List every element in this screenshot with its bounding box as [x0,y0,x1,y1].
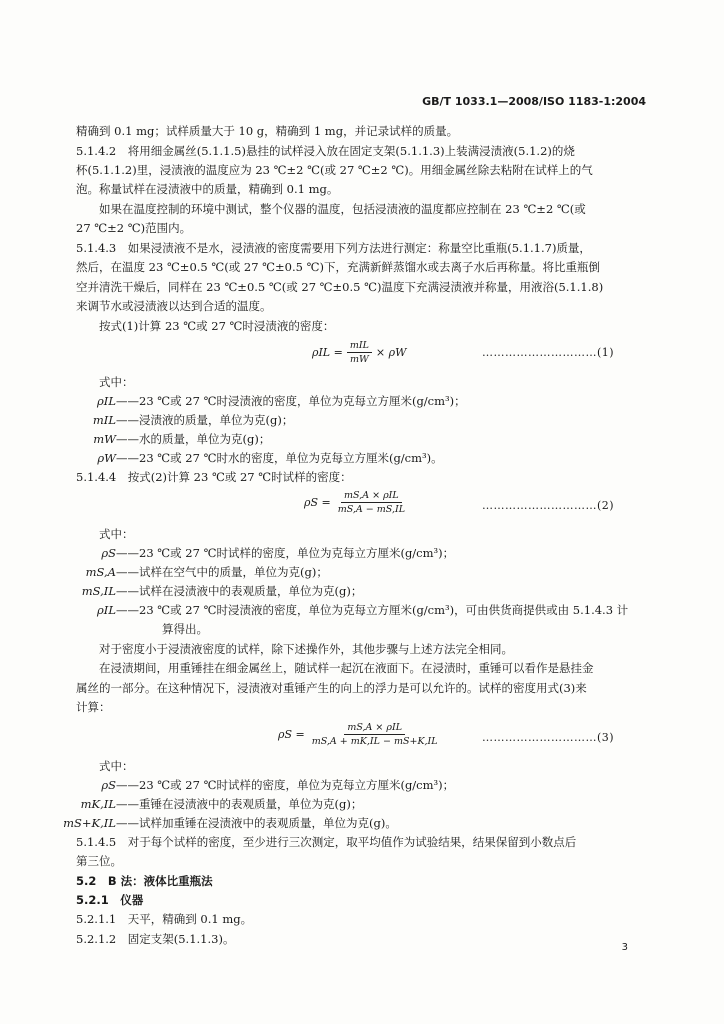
standard-header: GB/T 1033.1—2008/ISO 1183-1:2004 [422,95,646,108]
formula-1-number: …………………………(1) [482,346,615,359]
definition-line: mS,A——试样在空气中的质量，单位为克(g)； [26,565,328,579]
clause-5-1-4-5: 5.1.4.5 对于每个试样的密度，至少进行三次测定，取平均值作为试验结果，结果保留到小数点后 [76,835,577,849]
symbol: ρW [97,451,116,465]
definition-line: ρW——23 ℃或 27 ℃时水的密度，单位为克每立方厘米(g/cm³)。 [26,451,443,465]
definition-line: mIL——浸渍液的质量，单位为克(g)； [26,413,293,427]
symbol: mS,IL [81,584,116,598]
formula-2-denominator: mS,A − mS,IL [337,504,406,515]
definition-line: ρS——23 ℃或 27 ℃时试样的密度，单位为克每立方厘米(g/cm³)； [26,778,454,792]
formula-1-denominator: mW [349,354,369,365]
text-line: 空并清洗干燥后，同样在 23 ℃±0.5 ℃(或 27 ℃±0.5 ℃)温度下充满浸渍液并称量，用液浴(5.1.1.8) [76,280,604,294]
definition-line: mW——水的质量，单位为克(g)； [26,432,270,446]
clause-5-1-4-3: 5.1.4.3 如果浸渍液不是水，浸渍液的密度需要用下列方法进行测定：称量空比重瓶(5.1.1.7)质量， [76,241,591,255]
formula-2-lhs: ρS = [304,496,331,509]
formula-3-numerator: mS,A × ρIL [344,722,405,735]
text-line: 在浸渍期间，用重锤挂在细金属丝上，随试样一起沉在液面下。在浸渍时，重锤可以看作是悬挂金 [99,661,594,675]
symbol: mK,IL [80,797,116,811]
clause-5-2-1-2: 5.2.1.2 固定支架(5.1.1.3)。 [76,932,235,946]
formula-2-fraction [335,490,408,515]
text-line: 第三位。 [76,854,122,868]
formula-2 [304,490,412,515]
definition-line: mK,IL——重锤在浸渍液中的表观质量，单位为克(g)； [26,797,362,811]
formula-3-lhs: ρS = [278,728,305,741]
symbol: mS+K,IL [63,816,116,830]
symbol: ρIL [97,603,116,617]
clause-5-1-4-2: 5.1.4.2 将用细金属丝(5.1.1.5)悬挂的试样浸入放在固定支架(5.1.1.3)上装满浸渍液(5.1.2)的烧 [76,144,575,158]
symbol: ρS [101,546,116,560]
formula-3-number: …………………………(3) [482,731,615,744]
definition-line: ρIL——23 ℃或 27 ℃时浸渍液的密度，单位为克每立方厘米(g/cm³)，可由供货商提供或由 5.1.4.3 计 [26,603,628,617]
symbol: mS,A [85,565,116,579]
where-label: 式中： [99,375,134,389]
formula-1 [312,340,406,365]
text-line: 杯(5.1.1.2)里，浸渍液的温度应为 23 ℃±2 ℃(或 27 ℃±2 ℃)。用细金属丝除去粘附在试样上的气 [76,163,593,177]
text-line: 如果在温度控制的环境中测试，整个仪器的温度，包括浸渍液的温度都应控制在 23 ℃±2 ℃(或 [99,202,586,216]
section-5-2-heading: 5.2 B 法：液体比重瓶法 [76,874,213,888]
clause-5-1-4-4: 5.1.4.4 按式(2)计算 23 ℃或 27 ℃时试样的密度： [76,470,352,484]
text-line: 属丝的一部分。在这种情况下，浸渍液对重锤产生的向上的浮力是可以允许的。试样的密度用式(3)来 [76,681,587,695]
formula-3 [278,722,445,747]
clause-5-2-1-1: 5.2.1.1 天平，精确到 0.1 mg。 [76,912,253,926]
text-line: 精确到 0.1 mg；试样质量大于 10 g，精确到 1 mg，并记录试样的质量。 [76,124,459,138]
text-line: 来调节水或浸渍液以达到合适的温度。 [76,299,272,313]
definition-line: mS,IL——试样在浸渍液中的表观质量，单位为克(g)； [26,584,362,598]
definition-line: ρS——23 ℃或 27 ℃时试样的密度，单位为克每立方厘米(g/cm³)； [26,546,454,560]
formula-1-rhs: × ρW [375,346,407,359]
text-line: 然后，在温度 23 ℃±0.5 ℃(或 27 ℃±0.5 ℃)下，充满新鲜蒸馏水或去离子水后再称量。将比重瓶倒 [76,260,600,274]
formula-3-fraction [309,722,441,747]
section-5-2-1-heading: 5.2.1 仪器 [76,893,144,907]
where-label: 式中： [99,527,134,541]
text-line: 按式(1)计算 23 ℃或 27 ℃时浸渍液的密度： [99,319,335,333]
symbol: mIL [92,413,116,427]
definition-line: ρIL——23 ℃或 27 ℃时浸渍液的密度，单位为克每立方厘米(g/cm³)； [26,394,466,408]
page-number: 3 [621,942,628,953]
text-line: 27 ℃±2 ℃)范围内。 [76,221,192,235]
formula-2-number: …………………………(2) [482,499,615,512]
text-line: 对于密度小于浸渍液密度的试样，除下述操作外，其他步骤与上述方法完全相同。 [99,642,513,656]
definition-line: mS+K,IL——试样加重锤在浸渍液中的表观质量，单位为克(g)。 [26,816,397,830]
formula-1-fraction [347,340,372,365]
symbol: mW [93,432,116,446]
symbol: ρIL [97,394,116,408]
formula-2-numerator: mS,A × ρIL [341,490,402,503]
formula-1-lhs: ρIL = [312,346,343,359]
text-line: 计算： [76,700,111,714]
formula-1-numerator: mIL [347,340,372,353]
symbol: ρS [101,778,116,792]
text-line: 算得出。 [162,622,208,636]
formula-3-denominator: mS,A + mK,IL − mS+K,IL [311,736,438,747]
text-line: 泡。称量试样在浸渍液中的质量，精确到 0.1 mg。 [76,182,339,196]
where-label: 式中： [99,759,134,773]
